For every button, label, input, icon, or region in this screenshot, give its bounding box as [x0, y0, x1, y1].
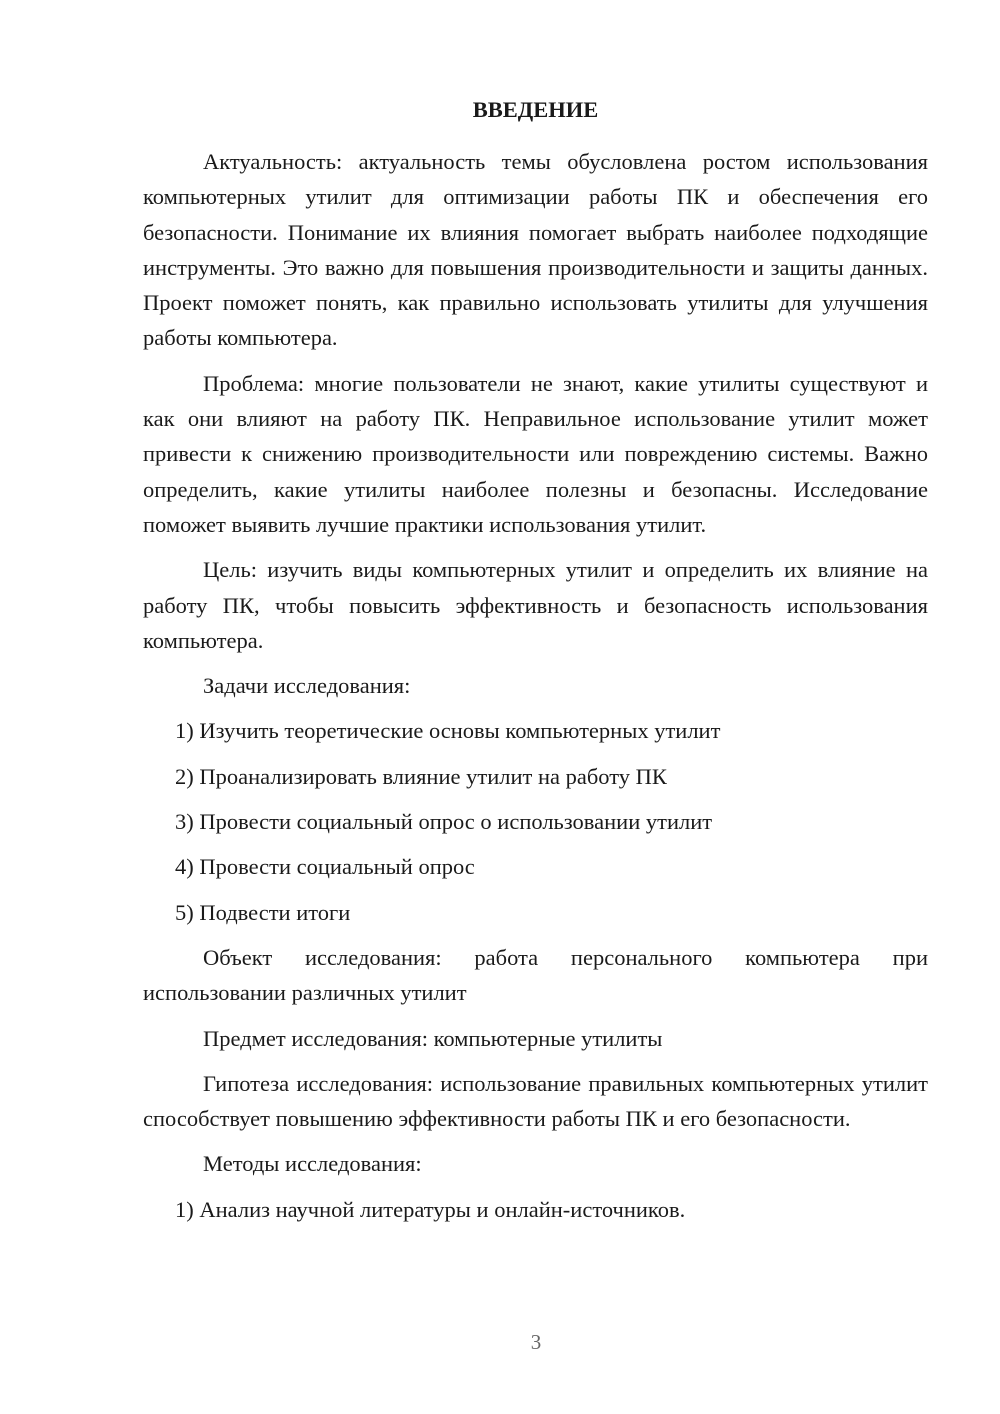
paragraph-subject: Предмет исследования: компьютерные утилиты	[203, 1025, 663, 1051]
paragraph-goal: Цель: изучить виды компьютерных утилит и определить их влияние на работу ПК, чтобы повысить эффективность и безопасность использования компьютера.	[143, 557, 928, 653]
paragraph-problem: Проблема: многие пользователи не знают, какие утилиты существуют и как они влияют на работу ПК. Неправильное использование утилит может привести к снижению производительности или повреждению системы. Важно определить, какие утилиты наиболее полезны и безопасны. Исследование поможет выявить лучшие практики использования утилит.	[143, 370, 928, 537]
document-page	[143, 92, 928, 1237]
methods-list	[143, 1192, 928, 1227]
tasks-label: Задачи исследования:	[203, 673, 411, 699]
list-item: 1) Анализ научной литературы и онлайн-источников.	[175, 1196, 686, 1222]
methods-label: Методы исследования:	[203, 1151, 422, 1177]
list-item: 1) Изучить теоретические основы компьютерных утилит	[175, 718, 721, 744]
paragraph-hypothesis: Гипотеза исследования: использование правильных компьютерных утилит способствует повышению эффективности работы ПК и его безопасности.	[143, 1070, 928, 1132]
list-item: 4) Провести социальный опрос	[175, 854, 475, 880]
tasks-list	[143, 713, 928, 929]
paragraph-relevance: Актуальность: актуальность темы обусловлена ростом использования компьютерных утилит для оптимизации работы ПК и обеспечения его безопасности. Понимание их влияния помогает выбрать наиболее подходящие инструменты. Это важно для повышения производительности и защиты данных. Проект поможет понять, как правильно использовать утилиты для улучшения работы компьютера.	[143, 149, 928, 351]
page-title: ВВЕДЕНИЕ	[472, 97, 599, 122]
list-item: 2) Проанализировать влияние утилит на работу ПК	[175, 763, 667, 789]
page-number: 3	[530, 1330, 542, 1354]
list-item: 3) Провести социальный опрос о использовании утилит	[175, 809, 713, 835]
paragraph-object: Объект исследования: работа персонального компьютера при использовании различных утилит	[143, 944, 928, 1006]
list-item: 5) Подвести итоги	[175, 899, 351, 925]
